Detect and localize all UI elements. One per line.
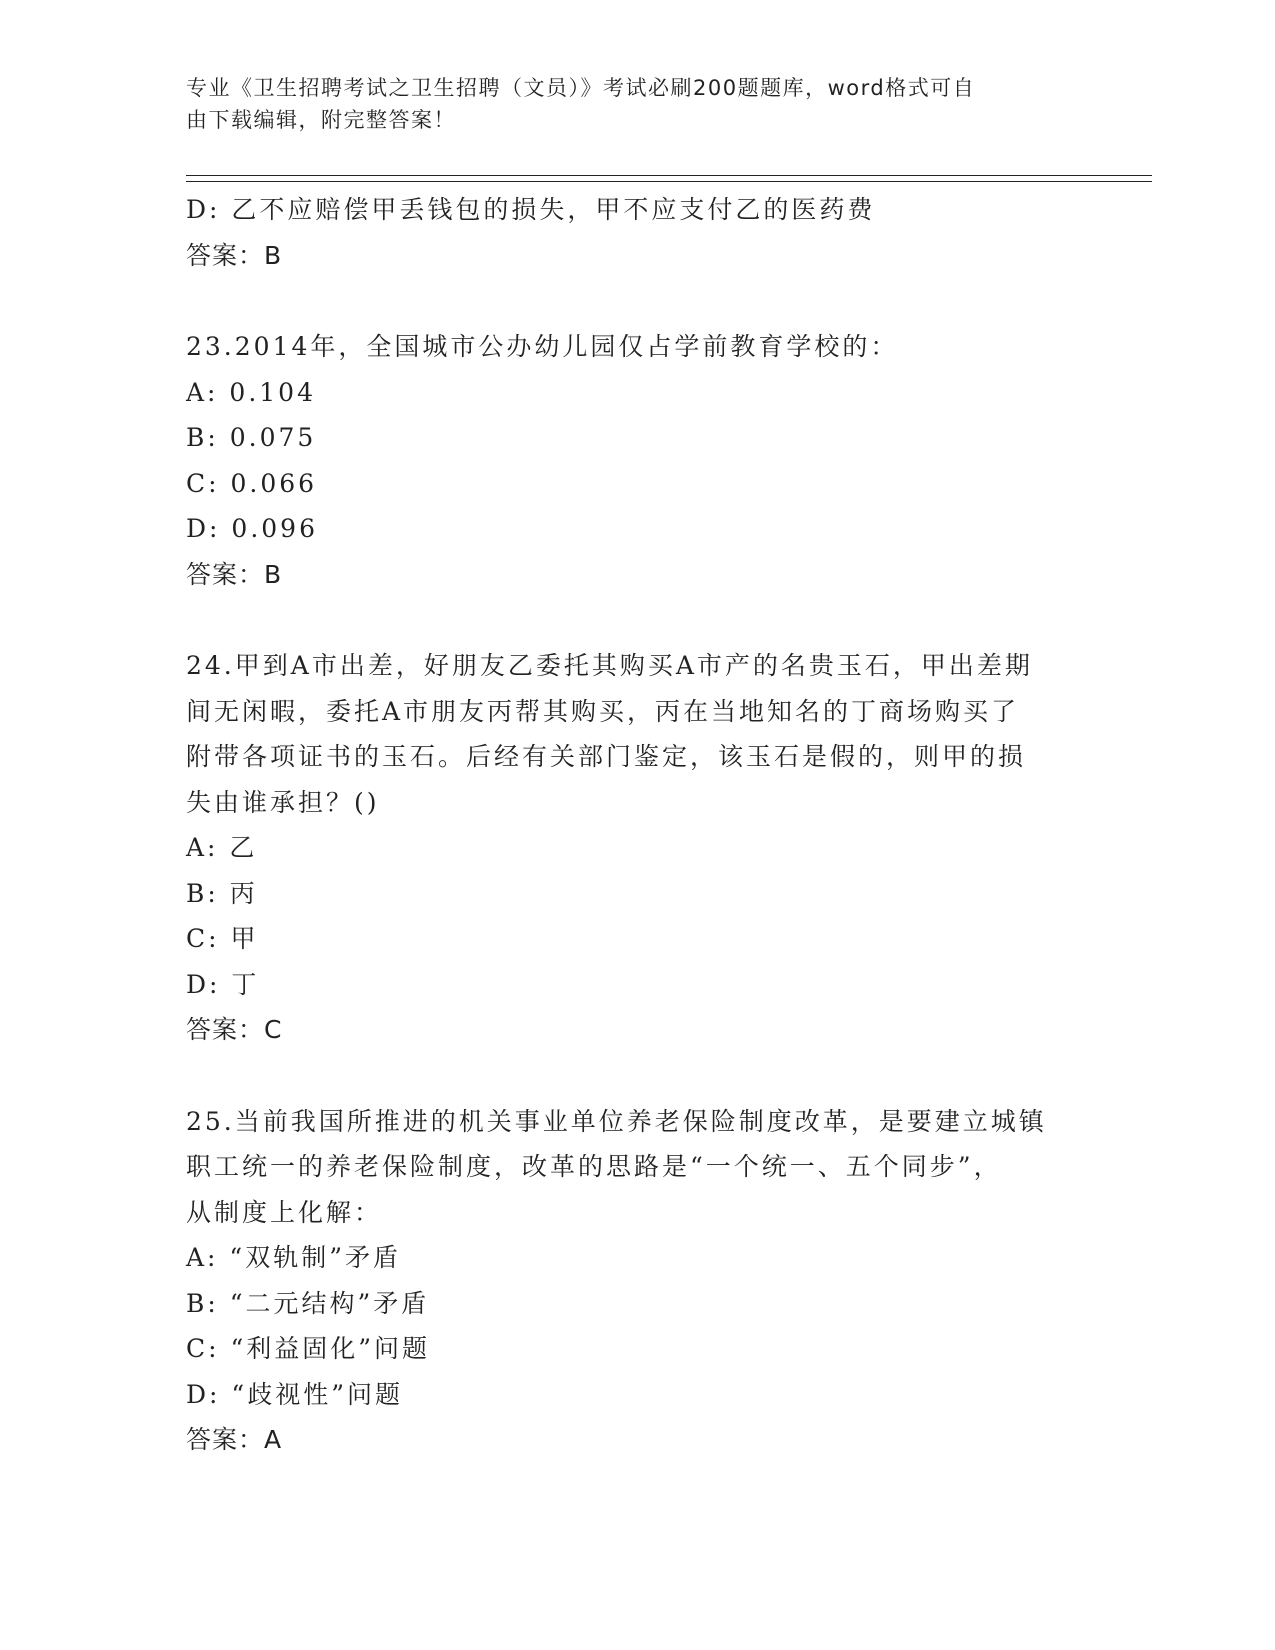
- question-list: [186, 187, 1086, 1463]
- document-header: [186, 72, 1066, 136]
- option-d: D: 乙不应赔偿甲丢钱包的损失，甲不应支付乙的医药费: [186, 195, 876, 224]
- answer: 答案：B: [186, 240, 283, 270]
- question-23: [186, 324, 1086, 597]
- answer: 答案：A: [186, 1425, 283, 1454]
- option-b: B: 0.075: [186, 423, 317, 452]
- question-22: [186, 187, 1086, 278]
- question-25: [186, 1099, 1086, 1463]
- answer: 答案：C: [186, 1015, 283, 1044]
- option-b: B: 丙: [186, 878, 258, 908]
- option-d: D: 丁: [186, 969, 260, 999]
- question-stem-line-3: 附带各项证书的玉石。后经有关部门鉴定，该玉石是假的，则甲的损: [186, 742, 1027, 771]
- question-stem-line-2: 间无闲暇，委托A市朋友丙帮其购买，丙在当地知名的丁商场购买了: [186, 696, 1020, 726]
- option-b: B: “二元结构”矛盾: [186, 1288, 430, 1318]
- question-stem-line-2: 职工统一的养老保险制度，改革的思路是“一个统一、五个同步”，: [186, 1152, 1002, 1181]
- spacer: [186, 278, 1086, 324]
- question-stem-line-3: 从制度上化解：: [186, 1197, 383, 1227]
- header-line-2: 由下载编辑，附完整答案！: [186, 108, 456, 132]
- option-c: C: “利益固化”问题: [186, 1334, 431, 1363]
- header-divider-top: [186, 175, 1152, 176]
- option-c: C: 0.066: [186, 468, 318, 498]
- question-24: [186, 643, 1086, 1053]
- option-d: D: “歧视性”问题: [186, 1379, 403, 1409]
- header-line-1: 专业《卫生招聘考试之卫生招聘（文员）》考试必刷200题题库，word格式可自: [186, 76, 976, 100]
- header-divider-bottom: [186, 181, 1152, 182]
- spacer: [186, 597, 1086, 643]
- option-c: C: 甲: [186, 924, 259, 953]
- question-stem-line-1: 25.当前我国所推进的机关事业单位养老保险制度改革，是要建立城镇: [186, 1106, 1047, 1136]
- question-stem-line-1: 24.甲到A市出差，好朋友乙委托其购买A市产的名贵玉石，甲出差期: [186, 651, 1033, 680]
- option-a: A: 0.104: [186, 377, 316, 407]
- question-stem-line-4: 失由谁承担？(): [186, 787, 380, 817]
- option-a: A: 乙: [186, 833, 258, 862]
- answer: 答案：B: [186, 559, 283, 589]
- option-d: D: 0.096: [186, 514, 318, 543]
- question-stem: 23.2014年，全国城市公办幼儿园仅占学前教育学校的：: [186, 332, 899, 361]
- spacer: [186, 1053, 1086, 1099]
- option-a: A: “双轨制”矛盾: [186, 1243, 401, 1272]
